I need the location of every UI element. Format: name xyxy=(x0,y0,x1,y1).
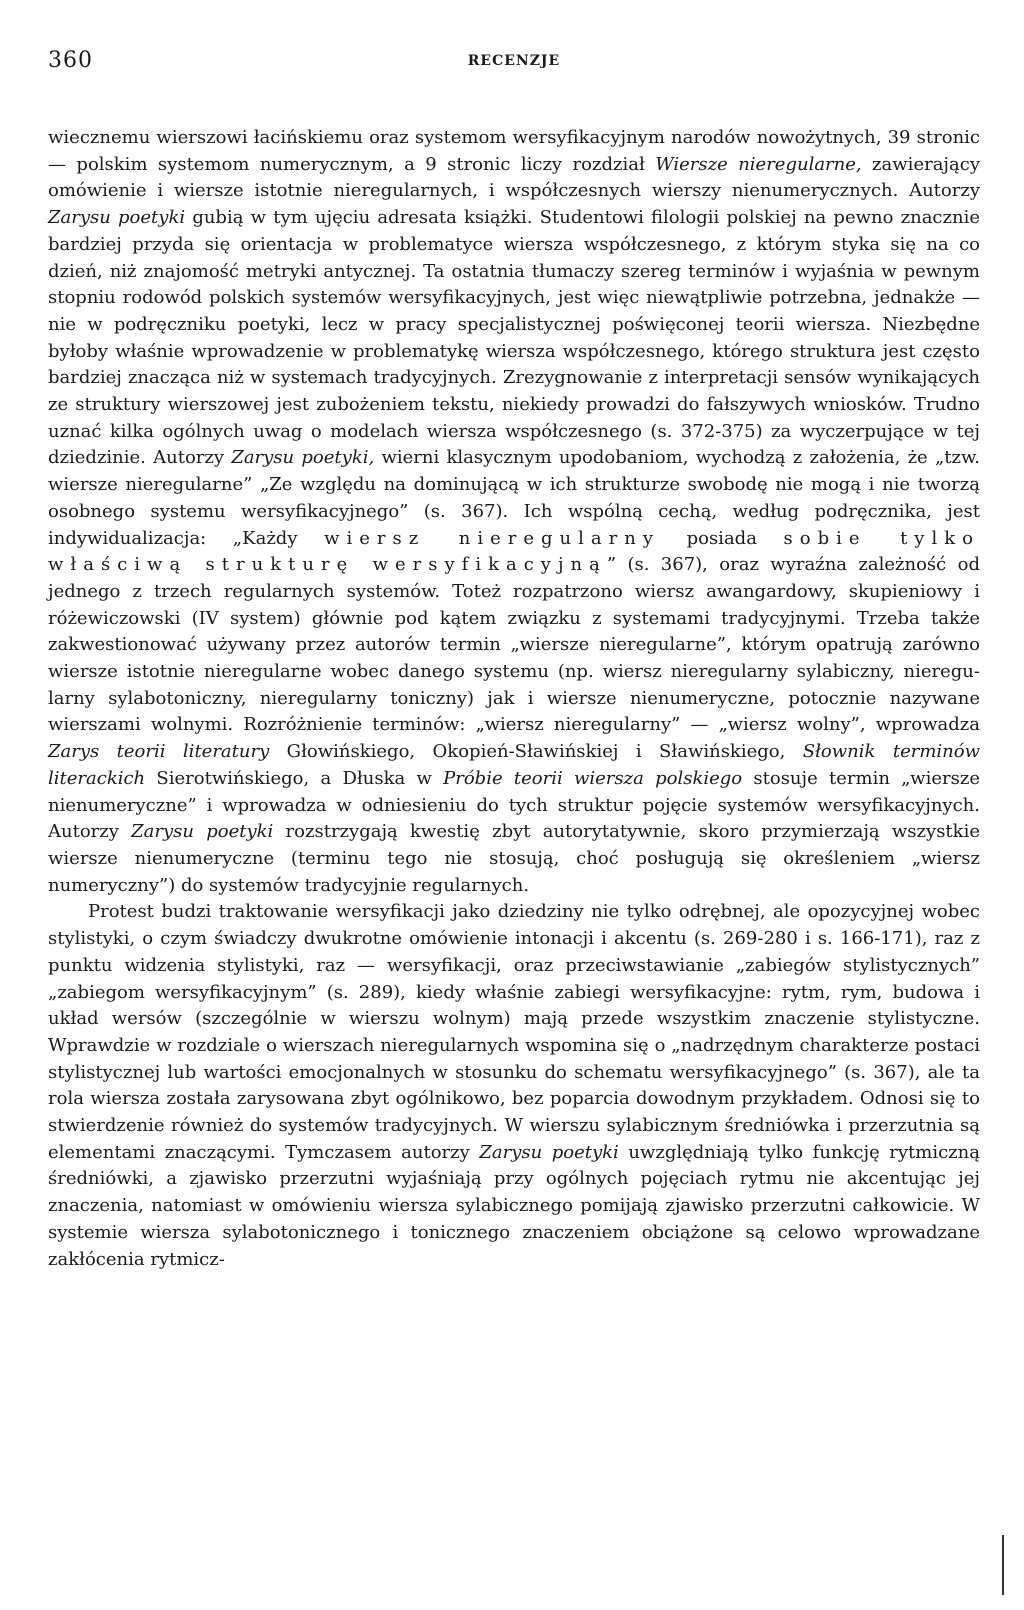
text-run: ” (s. 367), oraz wyraźna zależność od jednego z trzech regularnych systemów. Toteż rozpatrzono wiersz awangardowy, skupieniowy i różewiczowski (IV system) głównie pod kątem związku z systemami tradycyjnymi. Trzeba także zakwestionować używany przez autorów termin „wiersze nieregularne”, którym opatrują zarówno wiersze istotnie nieregularne wobec danego systemu (np. wiersz nieregularny sylabiczny, nieregularny sylabotoniczny, nieregularny toniczny) jak i wiersze nienumeryczne, potocznie nazywane wierszami wolnymi. Rozróżnienie terminów: „wiersz nieregularny” — „wiersz wolny”, wprowadza xyxy=(48,554,980,736)
body-text xyxy=(48,125,980,1273)
spaced-emphasis: sobie tylko właściwą strukturę wersyfikacyjną xyxy=(48,527,980,576)
text-run: posiada xyxy=(660,527,784,549)
text-run: Sierotwińskiego, a Dłuska w xyxy=(145,767,444,789)
text-run: uwzględniają tylko funkcję rytmiczną średniówki, a zjawisko przerzutni wyjaśniają przy ogólnych pojęciach rytmu nie akcentując jej znaczenia, natomiast w omówieniu wiersza sylabicznego pomijają zjawisko przerzutni całkowicie. W systemie wiersza sylabotonicznego i tonicznego znaczeniem obciążone są celowo wprowadzane zakłócenia rytmicz- xyxy=(48,1141,980,1270)
page-number: 360 xyxy=(48,48,93,73)
text-run: Głowińskiego, Okopień-Sławińskiej i Sławińskiego, xyxy=(269,741,803,763)
document-page xyxy=(48,40,980,1273)
spaced-emphasis: wiersz nieregularny xyxy=(324,527,661,549)
italic-title: Zarysu poetyki xyxy=(131,821,274,843)
italic-title: Zarysu poetyki xyxy=(479,1141,619,1163)
text-run: wiecznemu wierszowi łacińskiemu oraz systemom wersyfikacyjnym narodów nowożytnych, 39 stronic — polskim systemom numerycznym, a 9 stronic liczy rozdział xyxy=(48,127,980,175)
text-run: stosuje termin „wiersze nienumeryczne” i wprowadza w odniesieniu do tych struktur pojęcie systemów wersyfikacyjnych. Autorzy xyxy=(48,767,980,843)
text-run: zawierający omówienie i wiersze istotnie nieregularnych, i współczesnych wierszy nienumerycznych. Autorzy xyxy=(48,153,980,202)
paragraph xyxy=(48,125,980,899)
italic-title: Zarysu poetyki xyxy=(48,207,186,229)
italic-title: Wiersze nieregularne, xyxy=(655,153,862,175)
text-run: rozstrzygają kwestię zbyt autorytatywnie, skoro przymierzają wszystkie wiersze nienumeryczne (terminu tego nie stosują, choć posługują się określeniem „wiersz numeryczny”) do systemów tradycyjnie regularnych. xyxy=(48,821,980,896)
paragraph xyxy=(48,899,980,1273)
italic-title: Słownik terminów literackich xyxy=(48,741,980,789)
italic-title: Próbie teorii wiersza polskiego xyxy=(443,767,743,789)
section-title: RECENZJE xyxy=(467,53,561,69)
text-run: gubią w tym ujęciu adresata książki. Studentowi filologii polskiej na pewno znacznie bardziej przyda się orientacja w problematyce wiersza współczesnego, z którym styka się na co dzień, niż znajomość metryki antycznej. Ta ostatnia tłumaczy szereg terminów i wyjaśnia w pewnym stopniu rodowód polskich systemów wersyfikacyjnych, jest więc niewątpliwie potrzebna, jednakże — nie w podręczniku poetyki, lecz w pracy specjalistycznej poświęconej teorii wiersza. Niezbędne byłoby właśnie wprowadzenie w problematykę wiersza współczesnego, którego struktura jest często bardziej znacząca niż w systemach tradycyjnych. Zrezygnowanie z interpretacji sensów wynikających ze struktury wierszowej jest zubożeniem tekstu, niekiedy prowadzi do fałszywych wniosków. Trudno uznać kilka ogólnych uwag o modelach wiersza współczesnego (s. 372-375) za wyczerpujące w tej dziedzinie. Autorzy xyxy=(48,207,980,469)
text-run: Protest budzi traktowanie wersyfikacji jako dziedziny nie tylko odrębnej, ale opozycyjnej wobec stylistyki, o czym świadczy dwukrotne omówienie intonacji i akcentu (s. 269-280 i s. 166-171), raz z punktu widzenia stylistyki, raz — wersyfikacji, oraz przeciwstawianie „zabiegów stylistycznych” „zabiegom wersyfikacyjnym” (s. 289), kiedy właśnie zabiegi wersyfikacyjne: rytm, rym, budowa i układ wersów (szczególnie w wierszu wolnym) mają przede wszystkim znaczenie stylistyczne. Wprawdzie w rozdziale o wierszach nieregularnych wspomina się o „nadrzędnym charakterze postaci stylistycznej lub wartości emocjonalnych w stosunku do schematu wersyfikacyjnego” (s. 367), ale ta rola wiersza została zarysowana zbyt ogólnikowo, bez poparcia dowodnym przykładem. Odnosi się to stwierdzenie również do systemów tradycyjnych. W wierszu sylabicznym średniówka i przerzutnia są elementami znaczącymi. Tymczasem autorzy xyxy=(48,901,980,1163)
text-run: wierni klasycznym upodobaniom, wychodzą z założenia, że „tzw. wiersze nieregularne” „Ze względu na dominującą w ich strukturze swobodę nie mogą i nie tworzą osobnego systemu wersyfikacyjnego” (s. 367). Ich wspólną cechą, według podręcznika, jest indywidualizacja: „Każdy xyxy=(48,447,980,549)
italic-title: Zarys teorii literatury xyxy=(48,741,270,763)
italic-title: Zarysu poetyki, xyxy=(231,447,375,469)
running-head xyxy=(48,40,980,80)
margin-mark xyxy=(1002,1535,1004,1595)
